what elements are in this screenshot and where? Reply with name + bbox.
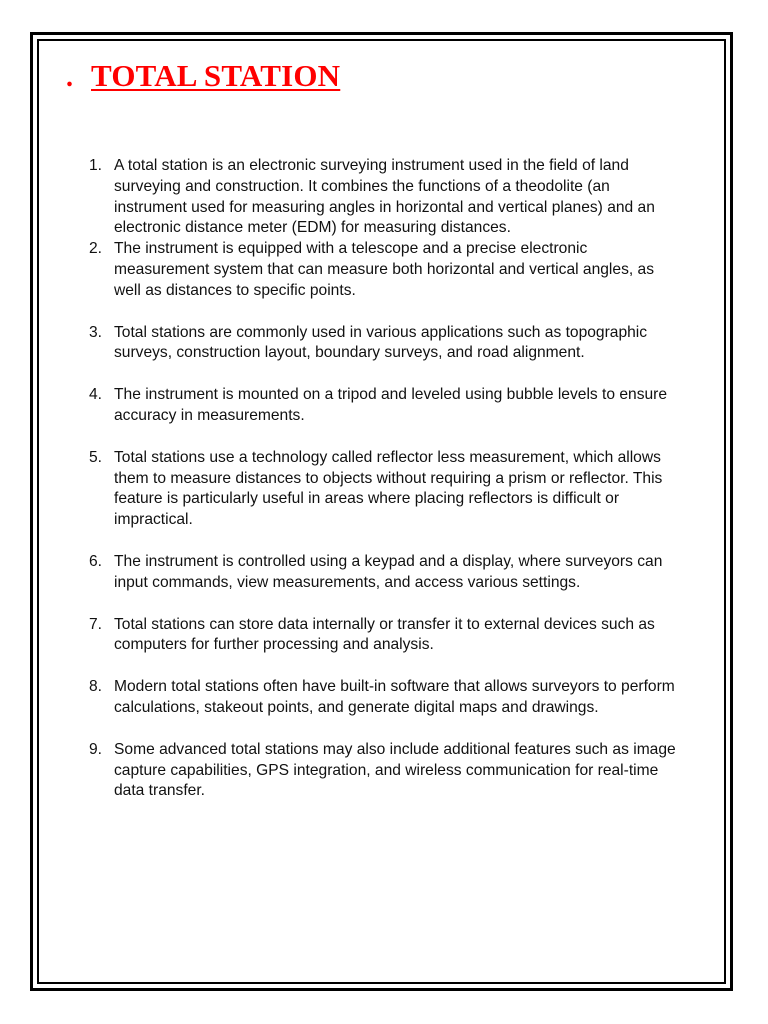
list-item	[81, 448, 681, 531]
title-bullet: .	[66, 62, 73, 93]
list-item-text: The instrument is equipped with a telescope and a precise electronic measurement system that can measure both horizontal and vertical angles, as well as distances to specific points.	[114, 240, 654, 299]
points-list	[81, 156, 681, 802]
list-item-text: Total stations use a technology called reflector less measurement, which allows them to measure distances to objects without requiring a prism or reflector. This feature is particularly useful in areas where placing reflectors is difficult or impractical.	[114, 448, 663, 529]
list-item-number: 8.	[89, 678, 103, 696]
list-item-text: The instrument is mounted on a tripod and leveled using bubble levels to ensure accuracy in measurements.	[114, 386, 668, 424]
title-text: TOTAL STATION	[91, 58, 341, 93]
list-item	[81, 552, 681, 594]
list-item-number: 1.	[89, 157, 103, 174]
list-item-text: Some advanced total stations may also include additional features such as image capture capabilities, GPS integration, and wireless communication for real-time data transfer.	[114, 740, 676, 800]
list-item-text: Total stations are commonly used in various applications such as topographic surveys, construction layout, boundary surveys, and road alignment.	[114, 323, 648, 362]
list-item	[81, 239, 681, 301]
list-item-number: 4.	[89, 386, 103, 404]
list-item	[81, 677, 681, 719]
list-item-text: The instrument is controlled using a keypad and a display, where surveyors can input commands, view measurements, and access various settings.	[114, 552, 663, 591]
list-item	[81, 156, 681, 239]
list-item-number: 2.	[89, 240, 103, 258]
page-title	[66, 58, 340, 94]
list-item	[81, 385, 681, 427]
list-item-text: Modern total stations often have built-in software that allows surveyors to perform calculations, stakeout points, and generate digital maps and drawings.	[114, 678, 675, 716]
list-item-text: A total station is an electronic surveying instrument used in the field of land surveying and construction. It combines the functions of a theodolite (an instrument used for measuring angles in horizontal and vertical planes) and an electronic distance meter (EDM) for measuring distances.	[114, 157, 655, 237]
list-item-text: Total stations can store data internally or transfer it to external devices such as computers for further processing and analysis.	[114, 615, 655, 654]
list-item	[81, 323, 681, 365]
list-item-number: 9.	[89, 740, 103, 758]
list-item	[81, 740, 681, 802]
list-item-number: 6.	[89, 552, 103, 570]
list-item	[81, 615, 681, 657]
list-item-number: 3.	[89, 323, 103, 341]
list-item-number: 7.	[89, 615, 103, 633]
list-item-number: 5.	[89, 448, 103, 466]
